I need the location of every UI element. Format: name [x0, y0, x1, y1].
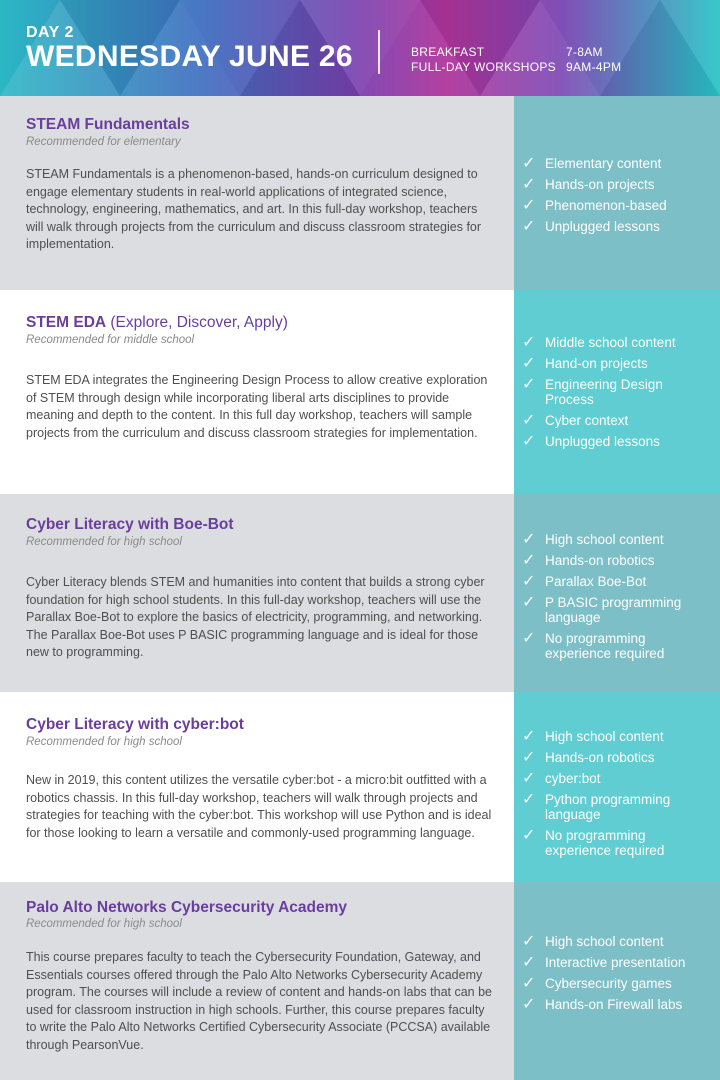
check-mark-icon: ✓: [522, 827, 536, 844]
schedule-labels: [411, 45, 556, 75]
check-mark-icon: ✓: [522, 749, 536, 766]
page-header: [0, 0, 720, 96]
workshop-description: Cyber Literacy blends STEM and humanities into content that builds a strong cyber foundation for high school students. In this full-day workshop, teachers will use the Parallax Boe-Bot to explore the basics of electricity, programming, and networking. The Parallax Boe-Bot uses P BASIC programming language and is ideal for those new to programming.: [26, 575, 485, 659]
feature-item: ✓ High school content: [522, 933, 664, 950]
check-mark-icon: ✓: [522, 573, 536, 590]
workshop-info-panel: [0, 882, 514, 1080]
check-mark-icon: ✓: [522, 975, 536, 992]
schedule-label-workshops: FULL-DAY WORKSHOPS: [411, 60, 556, 74]
workshop-title: [26, 899, 347, 917]
check-mark-icon: ✓: [522, 933, 536, 950]
date-title: WEDNESDAY JUNE 26: [26, 40, 353, 73]
feature-item: ✓ Phenomenon-based: [522, 197, 667, 214]
schedule-times: [566, 45, 621, 75]
check-mark-icon: ✓: [522, 176, 536, 193]
feature-item: ✓ Middle school content: [522, 334, 676, 351]
check-mark-icon: ✓: [522, 412, 536, 429]
feature-item: ✓ No programming experience required: [522, 630, 665, 661]
feature-list: [522, 156, 714, 240]
feature-list: [522, 729, 714, 864]
day-label: DAY 2: [26, 24, 74, 41]
feature-item: ✓ Hand-on projects: [522, 355, 648, 372]
schedule-label-breakfast: BREAKFAST: [411, 45, 485, 59]
workshop-recommendation: Recommended for high school: [26, 918, 182, 930]
workshop-title: [26, 716, 244, 734]
workshop-section-stem-eda: [0, 290, 720, 494]
feature-item: ✓ cyber:bot: [522, 770, 601, 787]
check-mark-icon: ✓: [522, 552, 536, 569]
check-mark-icon: ✓: [522, 433, 536, 450]
check-mark-icon: ✓: [522, 531, 536, 548]
workshop-info-panel: [0, 494, 514, 692]
schedule-time-workshops: 9AM-4PM: [566, 60, 622, 74]
check-mark-icon: ✓: [522, 218, 536, 235]
workshop-title-text: Palo Alto Networks Cybersecurity Academy: [26, 899, 348, 916]
workshop-section-steam: [0, 96, 720, 290]
workshop-title-text: STEAM Fundamentals: [26, 116, 190, 133]
workshop-title-text: Cyber Literacy with Boe-Bot: [26, 516, 234, 533]
workshop-title: [26, 116, 190, 134]
workshop-info-panel: [0, 290, 514, 494]
feature-item: ✓ P BASIC programming language: [522, 594, 682, 625]
check-mark-icon: ✓: [522, 791, 536, 808]
schedule-time-breakfast: 7-8AM: [566, 45, 603, 59]
feature-list: [522, 934, 714, 1018]
workshop-section-cyberbot: [0, 692, 720, 882]
header-divider: [378, 30, 380, 74]
workshop-title-text: STEM EDA: [26, 314, 107, 331]
feature-item: ✓ Cyber context: [522, 412, 629, 429]
workshop-recommendation: Recommended for middle school: [26, 334, 195, 346]
workshop-description: New in 2019, this content utilizes the versatile cyber:bot - a micro:bit outfitted with a robotics chassis. In this full-day workshop, teachers will walk through projects and strategies for teaching with the cyber:bot. This workshop will use Python and is ideal for those looking to learn a versatile and commonly-used programming language.: [26, 773, 492, 840]
feature-item: ✓ Hands-on robotics: [522, 749, 655, 766]
feature-item: ✓ Interactive presentation: [522, 954, 686, 971]
feature-list: [522, 532, 714, 667]
check-mark-icon: ✓: [522, 728, 536, 745]
feature-item: ✓ Hands-on Firewall labs: [522, 996, 683, 1013]
workshop-section-palo-alto: [0, 882, 720, 1080]
check-mark-icon: ✓: [522, 334, 536, 351]
check-mark-icon: ✓: [522, 630, 536, 647]
feature-item: ✓ Hands-on projects: [522, 176, 655, 193]
feature-item: ✓ Parallax Boe-Bot: [522, 573, 647, 590]
check-mark-icon: ✓: [522, 197, 536, 214]
feature-item: ✓ Python programming language: [522, 791, 671, 822]
check-mark-icon: ✓: [522, 594, 536, 611]
feature-item: ✓ Engineering Design Process: [522, 376, 663, 407]
feature-item: ✓ High school content: [522, 531, 664, 548]
feature-item: ✓ Unplugged lessons: [522, 433, 660, 450]
workshop-description: STEM EDA integrates the Engineering Design Process to allow creative exploration of STEM through design while incorporating liberal arts disciplines to provide meaning and depth to the content. In this full day workshop, teachers will sample projects from the curriculum and discuss classroom strategies for implementation.: [26, 373, 488, 440]
check-mark-icon: ✓: [522, 770, 536, 787]
check-mark-icon: ✓: [522, 996, 536, 1013]
workshop-title-text: Cyber Literacy with cyber:bot: [26, 716, 244, 733]
feature-list: [522, 335, 714, 455]
check-mark-icon: ✓: [522, 355, 536, 372]
feature-item: ✓ Hands-on robotics: [522, 552, 655, 569]
feature-item: ✓ High school content: [522, 728, 664, 745]
workshop-info-panel: [0, 96, 514, 290]
workshop-recommendation: Recommended for high school: [26, 736, 182, 748]
workshop-info-panel: [0, 692, 514, 882]
check-mark-icon: ✓: [522, 954, 536, 971]
workshop-section-boe-bot: [0, 494, 720, 692]
check-mark-icon: ✓: [522, 376, 536, 393]
workshop-recommendation: Recommended for elementary: [26, 136, 181, 148]
workshop-title: [26, 516, 234, 534]
workshop-title: [26, 314, 288, 332]
feature-item: ✓ No programming experience required: [522, 827, 665, 858]
workshop-description: This course prepares faculty to teach the Cybersecurity Foundation, Gateway, and Essentials courses offered through the Palo Alto Networks Cybersecurity Academy program. The courses will include a review of content and hands-on labs that can be used for classroom instruction in high schools. Further, this course prepares faculty to write the Palo Alto Networks Certified Cybersecurity Associate (PCCSA) available through PearsonVue.: [26, 950, 493, 1052]
feature-item: ✓ Unplugged lessons: [522, 218, 660, 235]
feature-item: ✓ Elementary content: [522, 155, 662, 172]
check-mark-icon: ✓: [522, 155, 536, 172]
workshop-recommendation: Recommended for high school: [26, 536, 182, 548]
feature-item: ✓ Cybersecurity games: [522, 975, 672, 992]
workshop-description: STEAM Fundamentals is a phenomenon-based, hands-on curriculum designed to engage elementary students in real-world applications of integrated science, technology, engineering, mathematics, and art. In this full-day workshop, teachers will walk through projects from the curriculum and discuss classroom strategies for implementation.: [26, 167, 482, 251]
workshop-title-extra: (Explore, Discover, Apply): [106, 314, 288, 331]
